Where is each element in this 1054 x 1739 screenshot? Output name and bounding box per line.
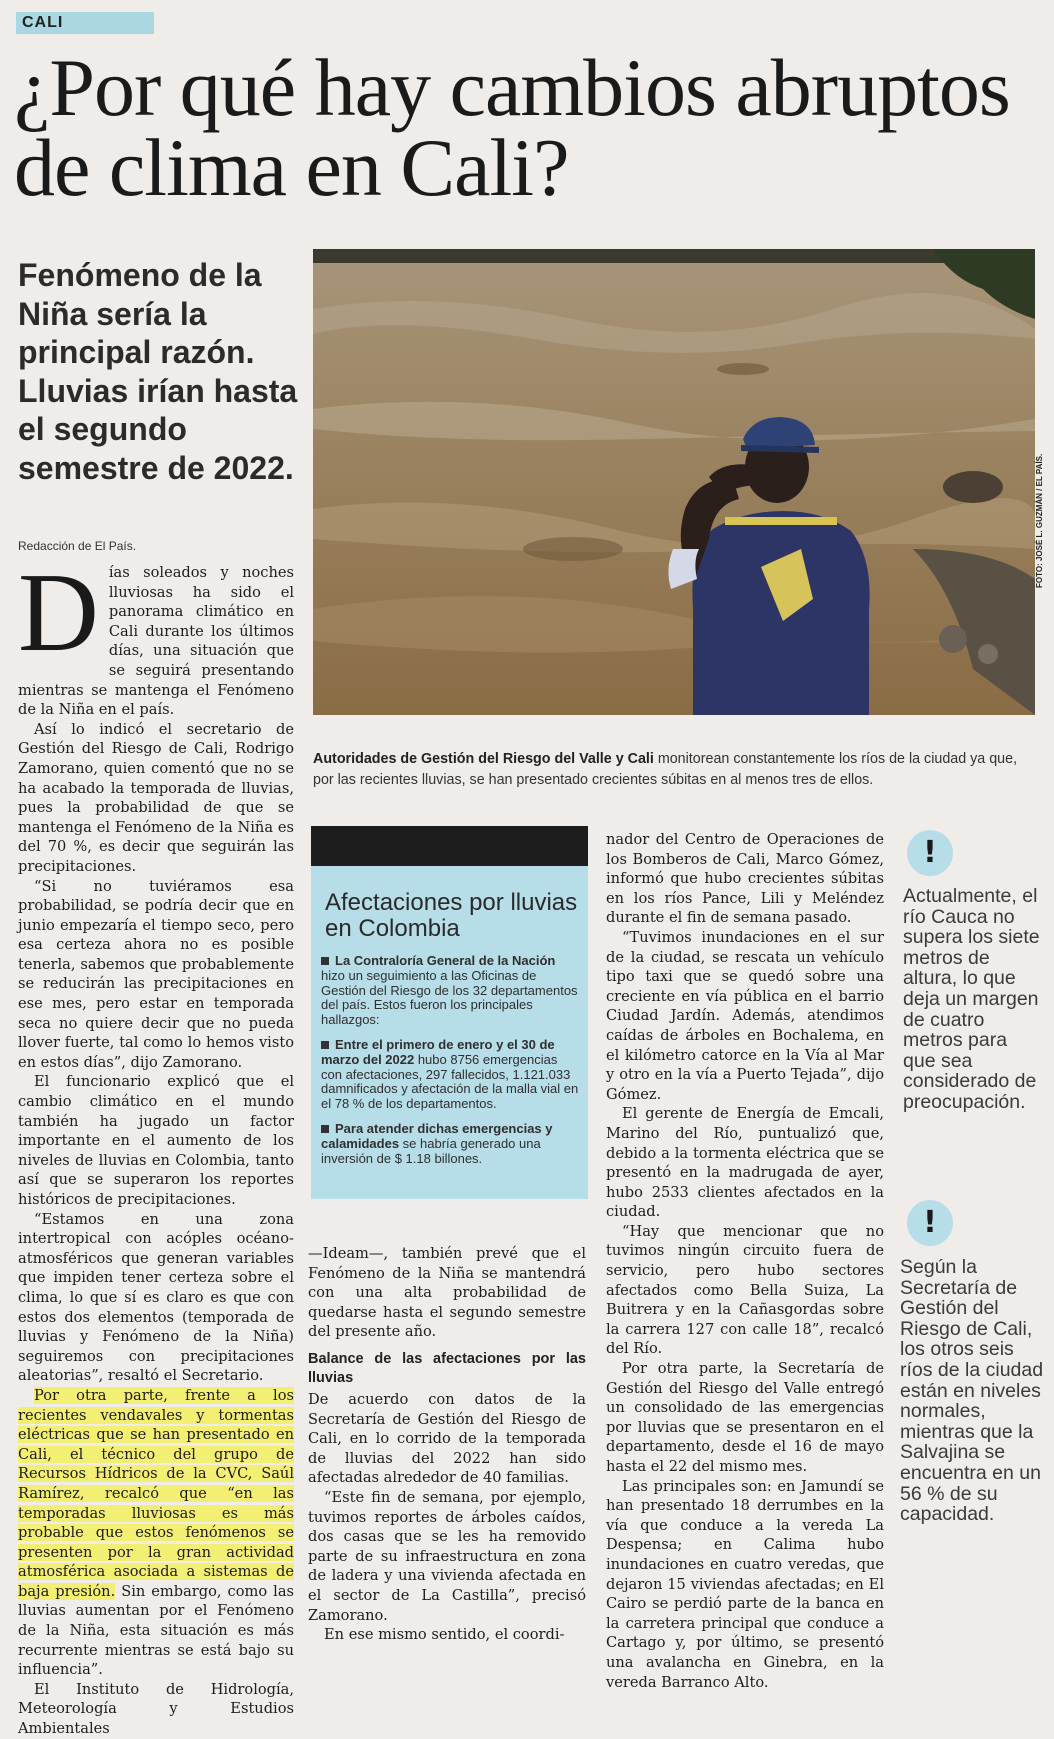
bullet-square-icon [321,1041,329,1049]
info-box-item-bold: La Contraloría General de la Nación [335,953,556,968]
paragraph: nador del Centro de Operaciones de los Bomberos de Cali, Marco Gómez, informó que hubo crecientes súbitas en los ríos Pance, Lili y Meléndez durante el fin de semana pasado. [606,831,884,927]
paragraph: Por otra parte, la Secretaría de Gestión del Riesgo del Valle entregó un consolidado de las emergencias por lluvias que se presentaron en el departamento, desde el 16 de mayo hasta el 22 del mismo mes. [606,1360,884,1475]
article-column-2 [308,1244,586,1645]
photo-credit: FOTO: JOSÉ L. GUZMÁN / EL PAÍS. [1035,453,1044,588]
byline: Redacción de El País. [18,539,137,553]
caption-bold: Autoridades de Gestión del Riesgo del Valle y Cali [313,751,654,767]
bullet-square-icon [321,957,329,965]
deck: Fenómeno de la Niña sería la principal razón. Lluvias irían hasta el segundo semestre de 2022. [18,257,298,486]
subheading: Balance de las afectaciones por las lluvias [308,1350,586,1386]
paragraph-continuation: Sin embargo, como las lluvias aumentan por el Fenómeno de la Niña, esta situación es más recurrente mientras se está bajo su influencia”. [18,1582,295,1679]
river-photo [313,249,1035,715]
paragraph: “Estamos en una zona intertropical con acóples océano-atmosféricos que generan variables que impiden tener certeza sobre el clima, lo que sí es claro es que con estos dos elementos (temporada de lluvias y Fenómeno de la Niña) seguiremos con precipitaciones aleatorias”, resaltó el Secretario. [18,1210,294,1385]
paragraph: “Este fin de semana, por ejemplo, tuvimos reportes de árboles caídos, dos casas que se les ha removido parte de su infraestructura en zona de ladera y una vivienda afectada en el sector de La Castilla”, precisó Zamorano. [308,1488,586,1624]
bullet-square-icon [321,1125,329,1133]
caption-text: monitorean constantemente los ríos de la ciudad ya que, por las recientes lluvias, se han presentado crecientes súbitas en al menos tres de ellos. [313,751,1018,788]
article-column-3 [606,830,884,1692]
info-box-item [321,1122,579,1166]
dropcap: D [18,551,99,675]
paragraph: El funcionario explicó que el cambio climático en el mundo también ha jugado un factor importante en el aumento de los niveles de lluvias en Colombia, tanto así que se superaron los reportes históricos de precipitaciones. [18,1073,294,1208]
article-column-1 [18,551,295,1739]
section-tag: CALI [16,12,154,34]
paragraph: El Instituto de Hidrología, Meteorología y Estudios Ambientales [18,1680,294,1738]
info-box-item-bold: Para atender dichas emergencias y calamidades [321,1120,553,1151]
exclamation-icon: ! [907,830,953,876]
info-box-header-bar [311,826,588,866]
sidebar-note-1: Actualmente, el río Cauca no supera los siete metros de altura, lo que deja un margen de cuatro metros para que sea considerado de preocupación. [903,885,1040,1113]
info-box-item [321,1038,579,1112]
sidebar-note-2: Según la Secretaría de Gestión del Riesgo de Cali, los otros seis ríos de la ciudad están en niveles normales, mientras que la Salvajina se encuentra en un 56 % de su capacidad. [900,1256,1044,1526]
info-box-item-text: hubo 8756 emergencias con afectaciones, 297 fallecidos, 1.121.033 damnificados y afectación de la malla vial en el 78 % de los departamentos. [321,1051,579,1112]
paragraph: En ese mismo sentido, el coordi- [324,1626,565,1644]
exclamation-icon: ! [907,1200,953,1246]
paragraph: “Tuvimos inundaciones en el sur de la ciudad, se rescata un vehículo tipo taxi que se quedó sobre una creciente en vía pública en el barrio Ciudad Jardín. Además, atendimos caídas de árboles en Bochalema, en el kilómetro catorce en la Vía al Mar y otro en la vía a Puerto Tejada”, dijo Gómez. [606,928,884,1103]
paragraph: ías soleados y noches lluviosas ha sido el panorama climático en Cali durante los últimos días, una situación que se seguirá presentando mientras se mantenga el Fenómeno de la Niña en el país. [18,564,294,719]
paragraph: Así lo indicó el secretario de Gestión del Riesgo de Cali, Rodrigo Zamorano, quien comentó que no se ha acabado la temporada de lluvias, pues la probabilidad de que se mantenga el Fenómeno de la Niña es del 70 %, es decir que seguirán las precipitaciones. [18,720,294,875]
info-box-body [321,954,579,1176]
highlighted-text: Por otra parte, frente a los recientes vendavales y tormentas eléctricas que se han presentado en Cali, el técnico del grupo de Recursos Hídricos de la CVC, Saúl Ramírez, recalcó que “en las temporadas lluviosas es más probable que estos fenómenos se presenten por la gran actividad atmosférica asociada a sistemas de baja presión. [18,1386,294,1600]
headline: ¿Por qué hay cambios abruptos de clima en Cali? [14,42,1010,213]
highlighted-paragraph [18,1386,294,1680]
river-illustration [313,249,1035,715]
paragraph: De acuerdo con datos de la Secretaría de Gestión del Riesgo de Cali, en lo corrido de la temporada de lluvias del 2022 han sido afectadas alrededor de 40 familias. [308,1390,586,1487]
paragraph: “Si no tuviéramos esa probabilidad, se podría decir que en junio empezaría el tiempo seco, pero esa certeza ahora no es posible tenerla, sabemos que probablemente se reducirán las precipitaciones en ese mes, pero estar en temporada seca no quiere decir que no pueda llover fuerte, tal como lo hemos visto en estos días”, dijo Zamorano. [18,877,294,1071]
info-box-item-text: se habría generado una inversión de $ 1.18 billones. [321,1135,541,1166]
info-box-item-bold: Entre el primero de enero y el 30 de marzo del 2022 [321,1036,555,1067]
paragraph: El gerente de Energía de Emcali, Marino del Río, puntualizó que, debido a la tormenta eléctrica que se presentó en la madrugada de ayer, hubo 2533 clientes afectados en la ciudad. [606,1105,884,1221]
info-box-item-text: hizo un seguimiento a las Oficinas de Gestión del Riesgo de los 32 departamentos del país. Estos fueron los principales hallazgos: [321,967,578,1028]
paragraph: Las principales son: en Jamundí se han presentado 18 derrumbes en la vía que conduce a la vereda La Despensa; en Calima hubo inundaciones en cuatro veredas, que dejaron 15 viviendas afectadas; en El Cairo se perdió parte de la banca en la carretera principal que conduce a Cartago y, por último, se presentó una avalancha en Ginebra, en la vereda Barranco Alto. [606,1477,884,1691]
paragraph: —Ideam—, también prevé que el Fenómeno de la Niña se mantendrá con una alta probabilidad de quedarse hasta el segundo semestre del presente año. [308,1245,586,1341]
photo-caption [313,749,1035,790]
info-box-item [321,954,579,1028]
paragraph: “Hay que mencionar que no tuvimos ningún circuito fuera de servicio, pero hubo sectores afectados como Bella Suiza, La Buitrera y en la Cañasgordas sobre la carrera 127 con calle 18”, recalcó del Río. [606,1222,884,1358]
info-box-title: Afectaciones por lluvias en Colombia [325,889,578,942]
